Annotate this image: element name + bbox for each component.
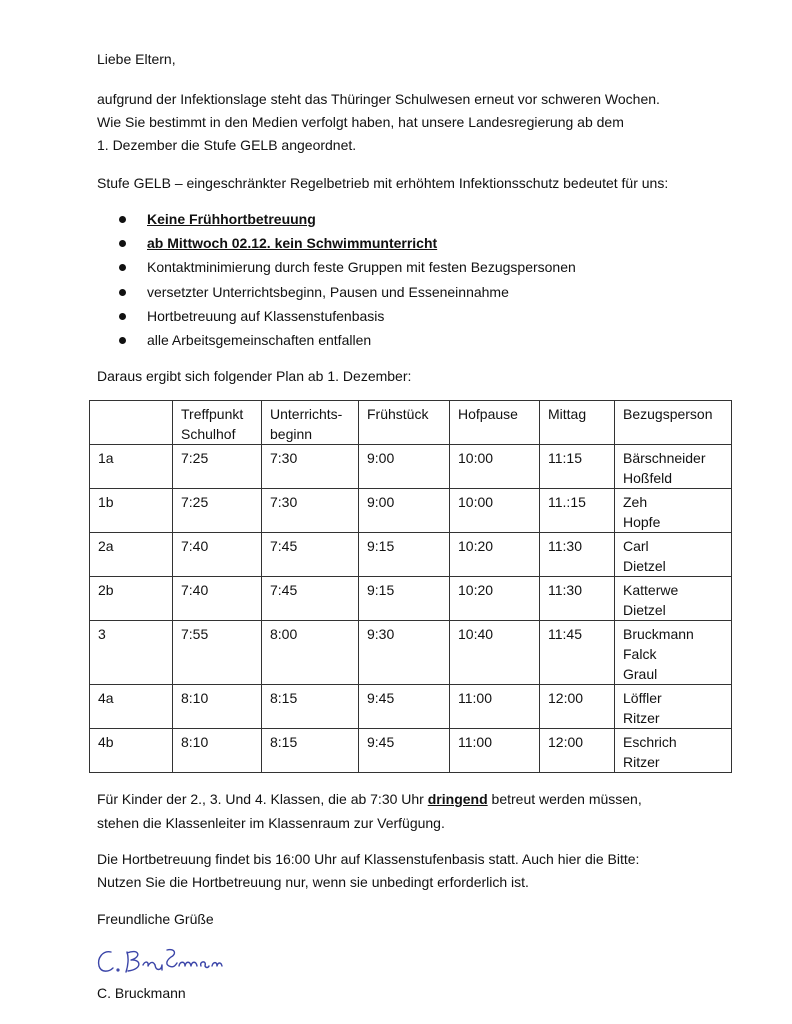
bullet-icon (119, 240, 126, 247)
bezugsperson-name: Hopfe (623, 514, 661, 530)
bezugsperson-name: Zeh (623, 494, 648, 510)
cell-frueh: 9:15 (359, 533, 450, 577)
cell-cls: 1a (90, 445, 173, 489)
cell-frueh: 9:00 (359, 445, 450, 489)
bullet-icon (119, 313, 126, 320)
bullet-icon (119, 289, 126, 296)
cell-treff: 7:55 (173, 621, 262, 685)
cell-beginn: 7:30 (262, 445, 359, 489)
cell-beginn: 7:45 (262, 577, 359, 621)
cell-mittag: 12:00 (540, 685, 615, 729)
note1-line-2: stehen die Klassenleiter im Klassenraum zur Verfügung. (97, 815, 445, 831)
bezugsperson-name: Carl (623, 538, 649, 554)
note2-line-2: Nutzen Sie die Hortbetreuung nur, wenn sie unbedingt erforderlich ist. (97, 874, 529, 890)
cell-treff: 7:40 (173, 533, 262, 577)
cell-mittag: 11:15 (540, 445, 615, 489)
intro-line-1: aufgrund der Infektionslage steht das Thüringer Schulwesen erneut vor schweren Wochen. (97, 91, 660, 107)
header-bezugsperson: Bezugsperson (615, 401, 732, 445)
plan-intro: Daraus ergibt sich folgender Plan ab 1. Dezember: (97, 368, 412, 384)
cell-cls: 2b (90, 577, 173, 621)
header-hofpause: Hofpause (450, 401, 540, 445)
table-header-row (90, 401, 732, 445)
intro-line-3: 1. Dezember die Stufe GELB angeordnet. (97, 137, 357, 153)
table-row (90, 577, 732, 621)
table-row (90, 621, 732, 685)
closing: Freundliche Grüße (97, 911, 214, 927)
cell-frueh: 9:00 (359, 489, 450, 533)
cell-treff: 7:40 (173, 577, 262, 621)
header-fruehstueck: Frühstück (359, 401, 450, 445)
handwritten-signature (95, 944, 245, 980)
cell-frueh: 9:15 (359, 577, 450, 621)
bullet-icon (119, 337, 126, 344)
cell-beginn: 8:15 (262, 729, 359, 773)
cell-beginn: 8:00 (262, 621, 359, 685)
bullet-icon (119, 264, 126, 271)
cell-mittag: 11:30 (540, 577, 615, 621)
cell-cls: 1b (90, 489, 173, 533)
note2-line-1: Die Hortbetreuung findet bis 16:00 Uhr auf Klassenstufenbasis statt. Auch hier die Bitte: (97, 851, 640, 867)
cell-mittag: 11.:15 (540, 489, 615, 533)
emphasis-dringend: dringend (427, 791, 488, 807)
bezugsperson-name: Bärschneider (623, 450, 706, 466)
cell-mittag: 11:45 (540, 621, 615, 685)
cell-hof: 11:00 (450, 729, 540, 773)
salutation: Liebe Eltern, (97, 51, 176, 67)
cell-cls: 3 (90, 621, 173, 685)
table-row (90, 533, 732, 577)
cell-hof: 11:00 (450, 685, 540, 729)
cell-bezugsperson (615, 445, 732, 489)
list-item: versetzter Unterrichtsbeginn, Pausen und Esseneinnahme (97, 280, 576, 304)
stufe-line: Stufe GELB – eingeschränkter Regelbetrieb mit erhöhtem Infektionsschutz bedeutet für uns: (97, 175, 669, 191)
table-row (90, 685, 732, 729)
cell-treff: 8:10 (173, 729, 262, 773)
cell-bezugsperson (615, 533, 732, 577)
table-row (90, 445, 732, 489)
cell-cls: 4a (90, 685, 173, 729)
table-row (90, 489, 732, 533)
schedule-table (89, 400, 732, 773)
cell-hof: 10:20 (450, 577, 540, 621)
header-mittag: Mittag (540, 401, 615, 445)
bezugsperson-name: Katterwe (623, 582, 679, 598)
cell-treff: 8:10 (173, 685, 262, 729)
measures-list (97, 207, 576, 352)
signer-name: C. Bruckmann (97, 985, 186, 1001)
cell-bezugsperson (615, 685, 732, 729)
cell-bezugsperson (615, 489, 732, 533)
bezugsperson-name: Dietzel (623, 558, 666, 574)
cell-bezugsperson (615, 577, 732, 621)
bezugsperson-name: Eschrich (623, 734, 677, 750)
cell-frueh: 9:45 (359, 729, 450, 773)
cell-hof: 10:00 (450, 489, 540, 533)
cell-treff: 7:25 (173, 489, 262, 533)
cell-hof: 10:20 (450, 533, 540, 577)
bullet-icon (119, 216, 126, 223)
list-item: Keine Frühhortbetreuung (97, 207, 576, 231)
list-item: ab Mittwoch 02.12. kein Schwimmunterricht (97, 231, 576, 255)
cell-mittag: 12:00 (540, 729, 615, 773)
cell-cls: 2a (90, 533, 173, 577)
bezugsperson-name: Falck (623, 646, 657, 662)
cell-beginn: 8:15 (262, 685, 359, 729)
table-row (90, 729, 732, 773)
bezugsperson-name: Ritzer (623, 754, 660, 770)
bezugsperson-name: Graul (623, 666, 658, 682)
header-unterrichtsbeginn: Unterrichts- beginn (262, 401, 359, 445)
intro-line-2: Wie Sie bestimmt in den Medien verfolgt haben, hat unsere Landesregierung ab dem (97, 114, 624, 130)
bezugsperson-name: Löffler (623, 690, 662, 706)
bezugsperson-name: Hoßfeld (623, 470, 673, 486)
note1-line-1: Für Kinder der 2., 3. Und 4. Klassen, die ab 7:30 Uhr dringend betreut werden müssen, (97, 791, 642, 807)
cell-mittag: 11:30 (540, 533, 615, 577)
bezugsperson-name: Ritzer (623, 710, 660, 726)
cell-cls: 4b (90, 729, 173, 773)
cell-bezugsperson (615, 621, 732, 685)
cell-hof: 10:00 (450, 445, 540, 489)
cell-frueh: 9:30 (359, 621, 450, 685)
cell-beginn: 7:45 (262, 533, 359, 577)
cell-beginn: 7:30 (262, 489, 359, 533)
cell-frueh: 9:45 (359, 685, 450, 729)
bezugsperson-name: Bruckmann (623, 626, 694, 642)
bezugsperson-name: Dietzel (623, 602, 666, 618)
header-treffpunkt: Treffpunkt Schulhof (173, 401, 262, 445)
header-class (90, 401, 173, 445)
list-item: Kontaktminimierung durch feste Gruppen mit festen Bezugspersonen (97, 255, 576, 279)
cell-treff: 7:25 (173, 445, 262, 489)
cell-hof: 10:40 (450, 621, 540, 685)
cell-bezugsperson (615, 729, 732, 773)
list-item: Hortbetreuung auf Klassenstufenbasis (97, 304, 576, 328)
list-item: alle Arbeitsgemeinschaften entfallen (97, 328, 576, 352)
